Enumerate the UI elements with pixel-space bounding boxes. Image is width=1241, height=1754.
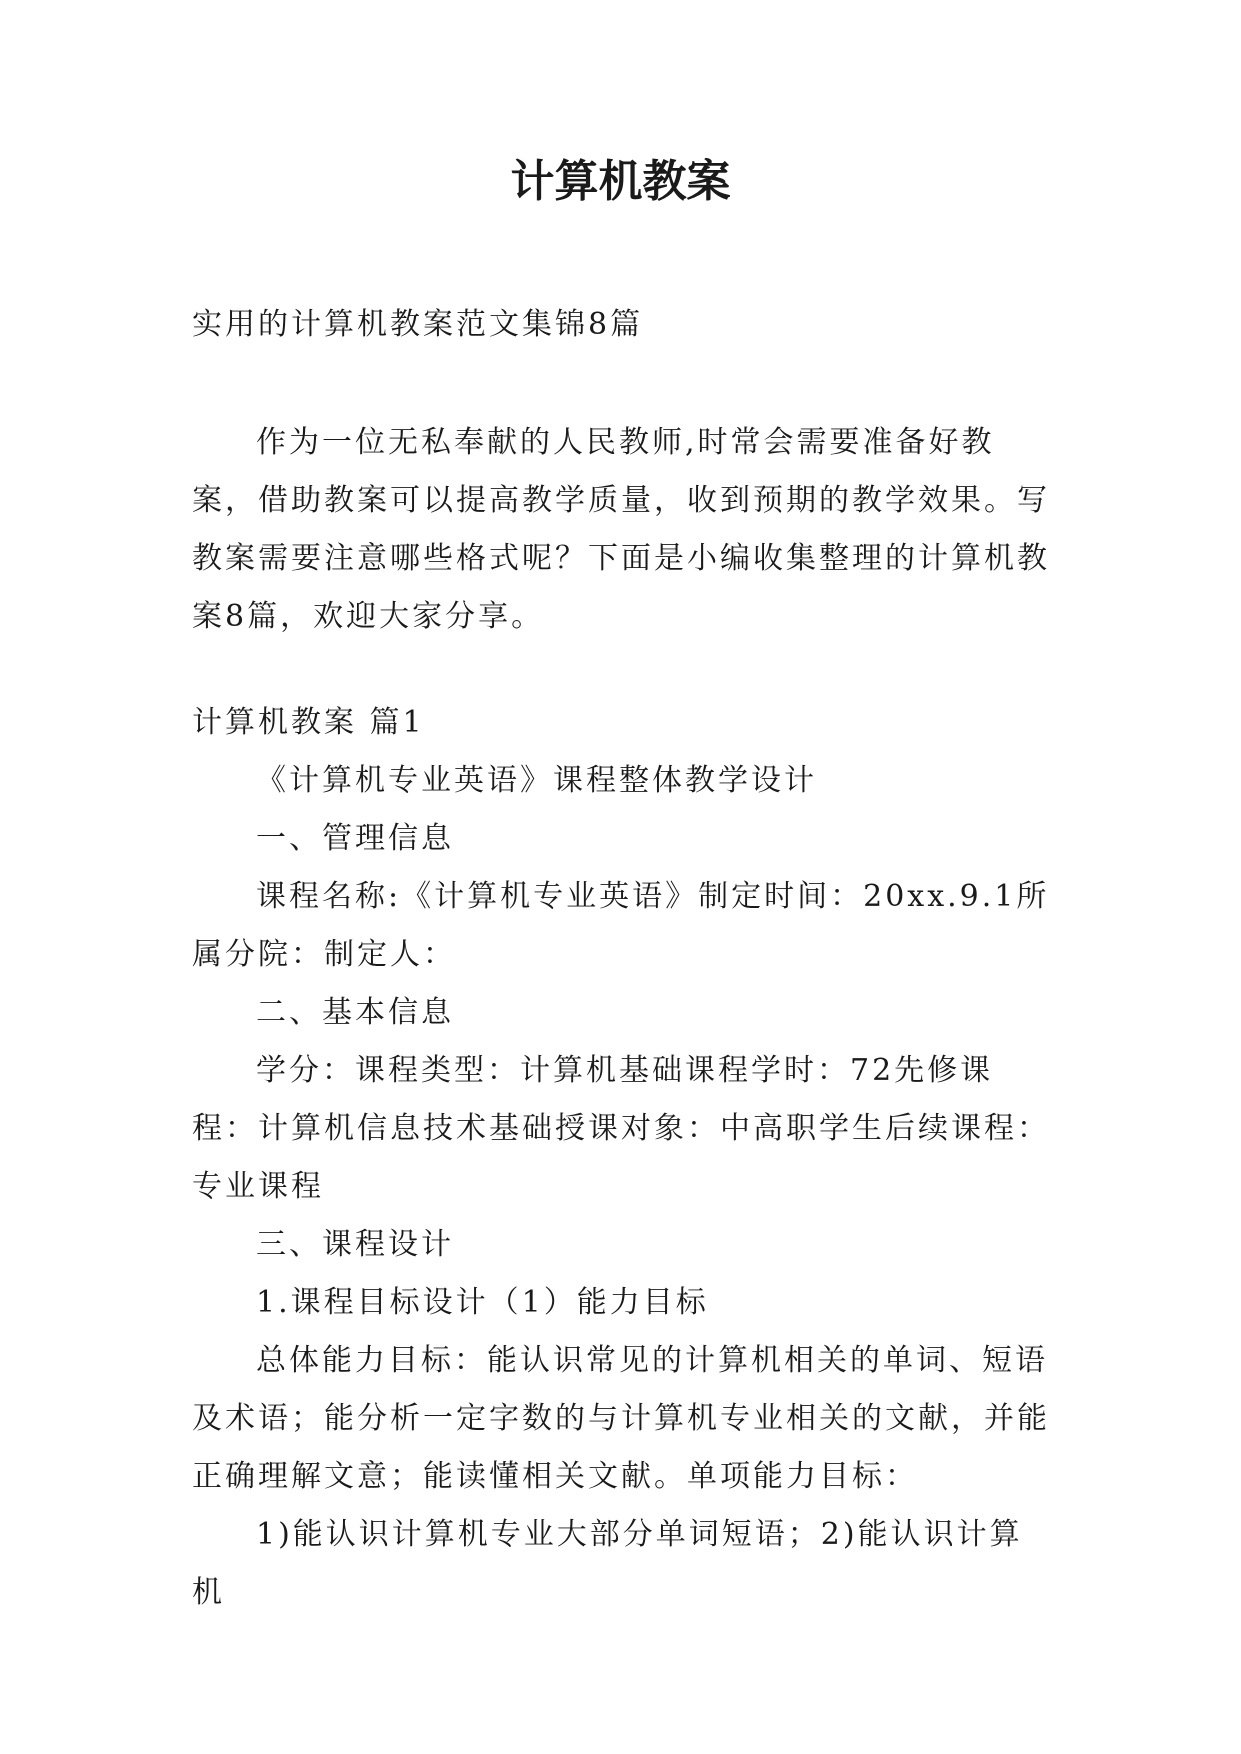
basic-info-paragraph: 学分：课程类型：计算机基础课程学时：72先修课程：计算机信息技术基础授课对象：中高职学生后续课程：专业课程	[192, 1053, 1050, 1204]
overall-ability-paragraph: 总体能力目标：能认识常见的计算机相关的单词、短语及术语；能分析一定字数的与计算机专业相关的文献，并能正确理解文意；能读懂相关文献。单项能力目标：	[192, 1343, 1050, 1494]
intro-paragraph: 作为一位无私奉献的人民教师,时常会需要准备好教案，借助教案可以提高教学质量，收到预期的教学效果。写教案需要注意哪些格式呢？下面是小编收集整理的计算机教案8篇，欢迎大家分享。	[192, 425, 1050, 634]
course-goal-heading: 1.课程目标设计（1）能力目标	[256, 1285, 709, 1320]
course-design-title: 《计算机专业英语》课程整体教学设计	[256, 763, 817, 798]
section-heading: 计算机教案 篇1	[192, 705, 425, 740]
heading-basic-info: 二、基本信息	[256, 995, 454, 1030]
heading-course-design: 三、课程设计	[256, 1227, 454, 1262]
course-name-paragraph: 课程名称:《计算机专业英语》制定时间：20xx.9.1所属分院：制定人：	[192, 879, 1050, 972]
single-ability-paragraph: 1)能认识计算机专业大部分单词短语；2)能认识计算机	[192, 1517, 1023, 1610]
document-title: 计算机教案	[510, 156, 731, 207]
heading-management-info: 一、管理信息	[256, 821, 454, 856]
document-subtitle: 实用的计算机教案范文集锦8篇	[192, 307, 644, 342]
